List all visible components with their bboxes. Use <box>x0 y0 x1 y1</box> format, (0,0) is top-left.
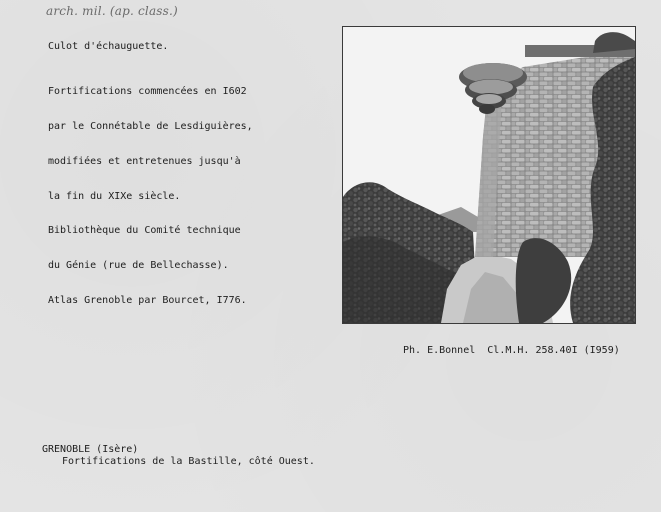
caption-line: Atlas Grenoble par Bourcet, I776. <box>48 294 247 306</box>
caption-body <box>48 63 253 330</box>
photograph-illustration <box>343 27 635 323</box>
caption-line: du Génie (rue de Bellechasse). <box>48 260 229 272</box>
handwritten-note: arch. mil. (ap. class.) <box>46 4 178 18</box>
caption-line: Fortifications commencées en I602 <box>48 86 247 98</box>
place-subtitle: Fortifications de la Bastille, côté Ouest. <box>62 456 315 467</box>
caption-line: modifiées et entretenues jusqu'à <box>48 155 241 167</box>
photograph <box>342 26 636 324</box>
caption-line: Bibliothèque du Comité technique <box>48 225 241 237</box>
caption-line: la fin du XIXe siècle. <box>48 190 181 202</box>
caption-title: Culot d'échauguette. <box>48 41 169 52</box>
caption-line: par le Connétable de Lesdiguières, <box>48 120 253 132</box>
place-title: GRENOBLE (Isère) <box>42 444 139 455</box>
photo-credit: Ph. E.Bonnel Cl.M.H. 258.40I (I959) <box>403 345 620 356</box>
